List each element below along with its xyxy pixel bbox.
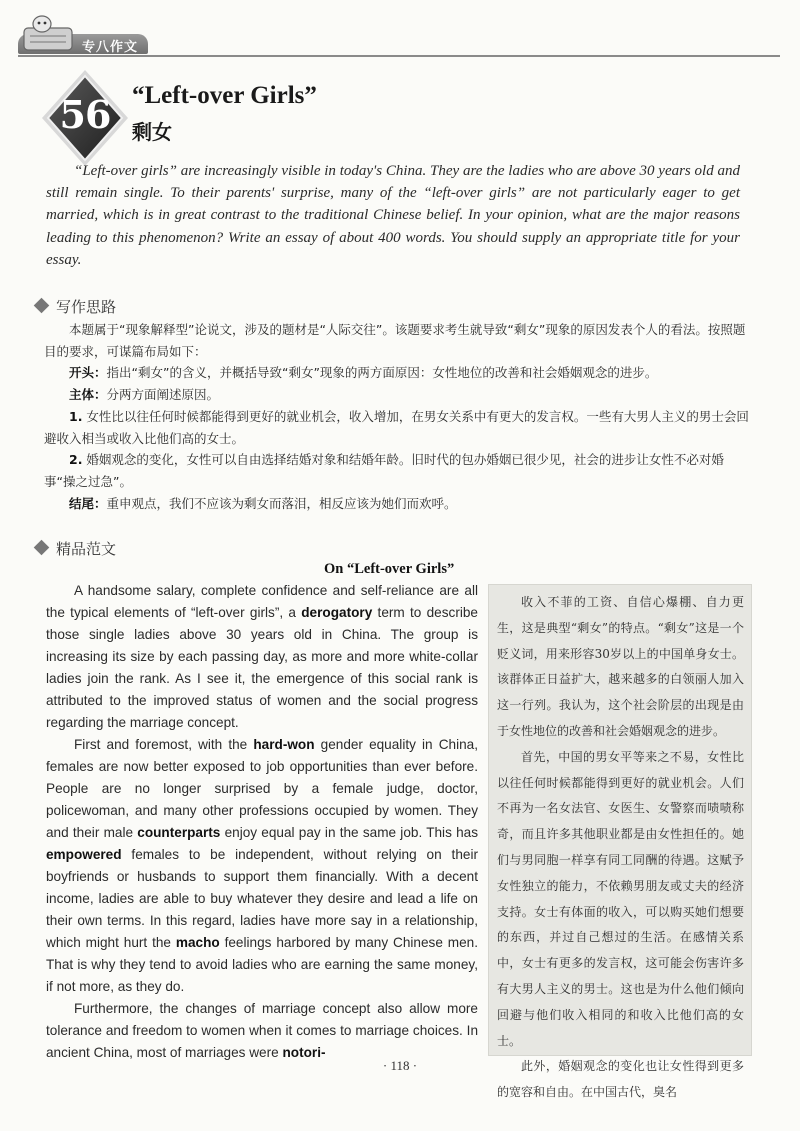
writing-ideas-ending: 结尾：重申观点，我们不应该为剩女而落泪，相反应该为她们而欢呼。 (69, 495, 457, 511)
essay-title: On “Left-over Girls” (324, 561, 455, 577)
topic-title-cn: 剩女 (132, 120, 172, 144)
writing-ideas-point-2: 2. 婚姻观念的变化，女性可以自由选择结婚对象和结婚年龄。旧时代的包办婚姻已很少见，社会的进步让女性不必对婚事“操之过急”。 (44, 452, 724, 489)
writing-ideas-intro: 本题属于“现象解释型”论说文，涉及的题材是“人际交往”。该题要求考生就导致“剩女”现象的原因发表个人的看法。按照题目的要求，可谋篇布局如下： (44, 322, 746, 359)
header-divider (18, 55, 780, 57)
writing-ideas-body-outline: 主体：分两方面阐述原因。 (69, 387, 220, 403)
page-number: · 118 · (382, 1058, 418, 1073)
chinese-translation-panel (488, 584, 752, 1100)
essay-paragraph-3: Furthermore, the changes of marriage concept also allow more tolerance and freedom to women when it comes to marriage choices. In ancient China, most of marriages were notori- (46, 1001, 478, 1060)
translation-paragraph-3: 此外，婚姻观念的变化也让女性得到更多的宽容和自由。在中国古代，臭名 (497, 1059, 744, 1100)
topic-title-en: “Left-over Girls” (132, 82, 317, 109)
diamond-bullet-icon (34, 540, 50, 556)
essay-english-text (46, 580, 478, 1064)
writing-ideas-opening: 开头：指出“剩女”的含义，并概括导致“剩女”现象的两方面原因：女性地位的改善和社会婚姻观念的进步。 (69, 365, 658, 381)
book-mascot-icon (22, 14, 74, 54)
topic-number: 56 (59, 92, 111, 137)
translation-paragraph-2: 首先，中国的男女平等来之不易，女性比以往任何时候都能得到更好的就业机会。人们不再为一名女法官、女医生、女警察而啧啧称奇，而且许多其他职业都是由女性担任的。她们与男同胞一样享有同工同酬的待遇。这赋予女性独立的能力，不依赖男朋友或丈夫的经济支持。女士有体面的收入，可以购买她们想要的东西，并过自己想过的生活。在感情关系中，女士有更多的发言权，这可能会伤害许多有大男人主义的男士。这也是为什么他们倾向回避与他们收入相同的和收入比他们高的女士。 (497, 749, 744, 1048)
essay-prompt: “Left-over girls” are increasingly visible in today's China. They are the ladies who are above 30 years old and still remain single. To their parents' surprise, many of the “left-over girls” are not particularly eager to get married, which is in great contrast to the traditional Chinese belief. In your opinion, what are the major reasons leading to this phenomenon? Write an essay of about 400 words. You should supply an appropriate title for your essay. (46, 163, 740, 268)
writing-ideas-point-1: 1. 女性比以往任何时候都能得到更好的就业机会，收入增加，在男女关系中有更大的发言权。一些有大男人主义的男士会回避收入相当或收入比他们高的女士。 (44, 408, 749, 446)
translation-paragraph-1: 收入不菲的工资、自信心爆棚、自力更生，这是典型“剩女”的特点。“剩女”这是一个贬义词，用来形容30岁以上的中国单身女士。该群体正日益扩大，越来越多的白领丽人加入这一行列。我认为，这个社会阶层的出现是由于女性地位的改善和社会婚姻观念的进步。 (497, 595, 744, 738)
diamond-bullet-icon (34, 298, 50, 314)
section-label: 专八作文 (82, 40, 139, 55)
essay-paragraph-2: First and foremost, with the hard-won gender equality in China, females are now better exposed to job opportunities than ever before. People are no longer surprised by a female judge, doctor, policewoman, and many other professions occupied by women. They and their male counterparts enjoy equal pay in the same job. This has empowered females to be independent, without relying on their boyfriends or husbands to support them financially. With a decent income, ladies are able to buy whatever they desire and lead a life on their own terms. In this regard, ladies have more say in a relationship, which might hurt the macho feelings harbored by many Chinese men. That is why they tend to avoid ladies who are earning the same money, if not more, as they do. (46, 737, 479, 994)
writing-ideas-body (44, 319, 754, 514)
page: 专八作文 56 “Left-over Girls” 剩女 “Left-over girls” are increasingly visible in today's China. They are the ladies who are above 30 years old and still remain single. To their parents' surprise, many of the “left-over girls” are not particularly eager to get married, which is in great contrast to the traditional Chinese belief. In your opinion, what are the major reasons leading to this phenomenon? Write an essay of about 400 words. You should supply an appropriate title for your essay. 写作思路 本题属于“现象解释型”论说文，涉及的题材是“人际交往”。该题要求考生就导致“剩女”现象的原因发表个人的看法。按照题目的要求，可谋篇布局如下： 开头：指出“剩女”的含义，并概括导致“剩女”现象的两方面原因：女性地位的改善和社会婚姻观念的进步。 主体：分两方面阐述原因。 1. 女性比以往任何时候都能得到更好的就业机会，收入增加，在男女关系中有更大的发言权。一些有大男人主义的男士会回避收入相当或收入比他们高的女士。 2. 婚姻观念的变化，女性可以自由选择结婚对象和结婚年龄。旧时代的包办婚姻已很少见，社会的进步让女性不必对婚事“操之过急”。 结尾：重申观点，我们不应该为剩女而落泪，相反应该为她们而欢呼。 精品范文 On “Left-over Girls” A handsome salary, complete confidence and self-reliance are all the typical elements of “left-over girls”, a derogatory term to describe those single ladies above 30 years old in China. The group is increasing its size by each passing day, as more and more white-collar ladies join the rank. As I see it, the emergence of this social rank is attributed to the improved status of women and the social progress regarding the marriage concept. First and foremost, with the hard-won gender equality in China, females are now better exposed to job opportunities than ever before. People are no longer surprised by a female judge, doctor, policewoman, and many other professions occupied by women. They and their male counterparts enjoy equal pay in the same job. This has empowered females to be independent, without relying on their boyfriends or husbands to support them financially. With a decent income, ladies are able to buy whatever they desire and lead a life on their own terms. In this regard, ladies have more say in a relationship, which might hurt the macho feelings harbored by many Chinese men. That is why they tend to avoid ladies who are earning the same money, if not more, as they do. Furthermore, the changes of marriage concept also allow more tolerance and freedom to women when it comes to marriage choices. In ancient China, most of marriages were notori- 收入不菲的工资、自信心爆棚、自力更生，这是典型“剩女”的特点。“剩女”这是一个贬义词，用来形容30岁以上的中国单身女士。该群体正日益扩大，越来越多的白领丽人加入这一行列。我认为，这个社会阶层的出现是由于女性地位的改善和社会婚姻观念的进步。 首先，中国的男女平等来之不易，女性比以往任何时候都能得到更好的就业机会。人们不再为一名女法官、女医生、女警察而啧啧称奇，而且许多其他职业都是由女性担任的。她们与男同胞一样享有同工同酬的待遇。这赋予女性独立的能力，不依赖男朋友或丈夫的经济支持。女士有体面的收入，可以购买她们想要的东西，并过自己想过的生活。在感情关系中，女士有更多的发言权，这可能会伤害许多有大男人主义的男士。这也是为什么他们倾向回避与他们收入相同的和收入比他们高的女士。 此外，婚姻观念的变化也让女性得到更多的宽容和自由。在中国古代，臭名 · 118 · (0, 0, 800, 1131)
essay-paragraph-1: A handsome salary, complete confidence and self-reliance are all the typical elements of “left-over girls”, a derogatory term to describe those single ladies above 30 years old in China. The group is increasing its size by each passing day, as more and more white-collar ladies join the rank. As I see it, the emergence of this social rank is attributed to the improved status of women and the social progress regarding the marriage concept. (46, 583, 478, 730)
